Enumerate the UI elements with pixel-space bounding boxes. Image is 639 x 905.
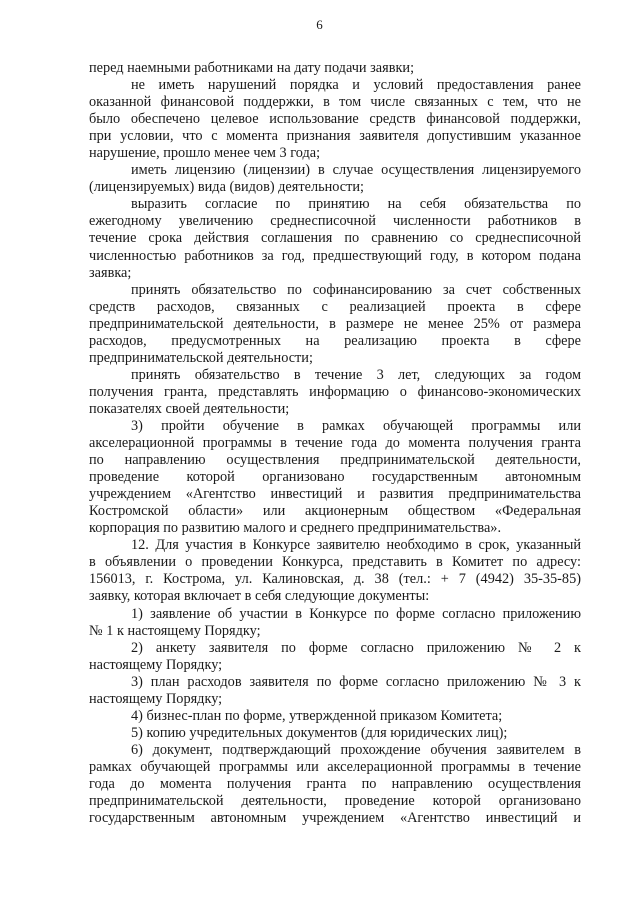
text-line: корпорация по развитию малого и среднего предпринимательства». bbox=[89, 520, 502, 537]
text-line: в объявлении о проведении Конкурса, представить в Комитет по адресу: bbox=[89, 554, 581, 571]
text-line: было обеспечено целевое использование средств финансовой поддержки, bbox=[89, 111, 581, 128]
text-line: заявка; bbox=[89, 264, 132, 281]
text-line: 5) копию учредительных документов (для юридических лиц); bbox=[131, 724, 508, 741]
text-line: года до момента получения гранта по направлению осуществления bbox=[89, 775, 581, 792]
text-line: 6) документ, подтверждающий прохождение обучения заявителем в bbox=[131, 741, 581, 758]
text-line: выразить согласие по принятию на себя обязательства по bbox=[131, 196, 581, 213]
text-line: рамках обучающей программы или акселерационной программы в течение bbox=[89, 758, 581, 775]
text-line: 156013, г. Кострома, ул. Калиновская, д. 38 (тел.: + 7 (4942) 35-35-85) bbox=[89, 571, 581, 588]
text-line: при условии, что с момента признания заявителя допустившим указанное bbox=[89, 128, 581, 145]
text-line: получения гранта, представлять информацию о финансово-экономических bbox=[89, 383, 581, 400]
text-line: оказанной финансовой поддержки, в том числе связанных с тем, что не bbox=[89, 94, 581, 111]
text-line: 2) анкету заявителя по форме согласно приложению № 2 к bbox=[131, 639, 581, 656]
text-line: принять обязательство по софинансированию за счет собственных bbox=[131, 281, 581, 298]
text-line: численностью работников за год, предшествующий году, в котором подана bbox=[89, 247, 581, 264]
text-line: течение срока действия соглашения по сравнению со среднесписочной bbox=[89, 230, 581, 247]
text-line: настоящему Порядку; bbox=[89, 656, 223, 673]
text-line: принять обязательство в течение 3 лет, следующих за годом bbox=[131, 366, 581, 383]
text-line: не иметь нарушений порядка и условий предоставления ранее bbox=[131, 77, 581, 94]
document-body bbox=[89, 60, 581, 827]
text-line: 3) план расходов заявителя по форме согласно приложению № 3 к bbox=[131, 673, 581, 690]
text-line: 4) бизнес-план по форме, утвержденной приказом Комитета; bbox=[131, 707, 503, 724]
text-line: 3) пройти обучение в рамках обучающей программы или bbox=[131, 417, 581, 434]
text-line: государственным автономным учреждением «Агентство инвестиций и bbox=[89, 810, 581, 827]
text-line: Костромской области» или акционерным обществом «Федеральная bbox=[89, 503, 581, 520]
text-line: проведение которой организовано государственным автономным bbox=[89, 469, 581, 486]
text-line: предпринимательской деятельности; bbox=[89, 349, 313, 366]
text-line: заявку, которая включает в себя следующие документы: bbox=[89, 588, 430, 605]
text-line: перед наемными работниками на дату подачи заявки; bbox=[89, 60, 415, 76]
text-line: по направлению осуществления предпринимательской деятельности, bbox=[89, 452, 581, 469]
text-line: учреждением «Агентство инвестиций и развития предпринимательства bbox=[89, 486, 581, 503]
text-line: 12. Для участия в Конкурсе заявителю необходимо в срок, указанный bbox=[131, 537, 581, 554]
page-number: 6 bbox=[316, 17, 323, 32]
text-line: предпринимательской деятельности, проведение которой организовано bbox=[89, 793, 581, 810]
text-line: расходов, предусмотренных на реализацию проекта в сфере bbox=[89, 332, 581, 349]
text-line: 1) заявление об участии в Конкурсе по форме согласно приложению bbox=[131, 605, 581, 622]
text-line: нарушение, прошло менее чем 3 года; bbox=[89, 145, 321, 162]
text-line: акселерационной программы в течение года до момента получения гранта bbox=[89, 435, 581, 452]
text-line: настоящему Порядку; bbox=[89, 690, 223, 707]
text-line: № 1 к настоящему Порядку; bbox=[89, 622, 261, 639]
text-line: средств расходов, связанных с реализацией проекта в сфере bbox=[89, 298, 581, 315]
text-line: показателях своей деятельности; bbox=[89, 400, 290, 417]
text-line: (лицензируемых) вида (видов) деятельности; bbox=[89, 179, 364, 196]
text-line: предпринимательской деятельности, в размере не менее 25% от размера bbox=[89, 315, 581, 332]
text-line: ежегодному увеличению среднесписочной численности работников в bbox=[89, 213, 581, 230]
text-line: иметь лицензию (лицензии) в случае осуществления лицензируемого bbox=[131, 162, 581, 179]
